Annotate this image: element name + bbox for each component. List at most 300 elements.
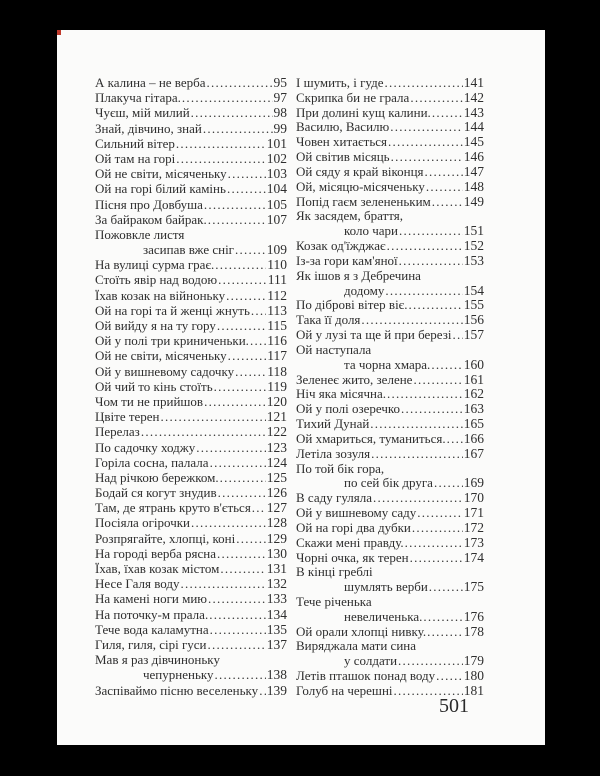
toc-entry-title: Над річкою бережком. <box>95 469 219 485</box>
toc-entry-title: Ой хмариться, туманиться. <box>296 430 446 446</box>
toc-entry-title: Скрипка би не грала <box>296 89 410 105</box>
dot-leader <box>215 668 266 682</box>
toc-entry-title-line <box>296 595 484 609</box>
toc-entry-page: 134 <box>266 606 287 622</box>
toc-entry-title-line <box>296 565 484 579</box>
toc-entry-page: 110 <box>267 257 287 273</box>
toc-entry-page: 138 <box>266 667 287 683</box>
toc-entry-page: 178 <box>463 623 484 639</box>
dot-leader <box>391 150 463 164</box>
toc-entry-title: Тихий Дунай <box>296 416 370 432</box>
toc-entry-page: 147 <box>463 163 484 179</box>
toc-entry-title-line <box>296 343 484 357</box>
toc-entry-title: В кінці греблі <box>296 564 373 580</box>
toc-entry-title: Ой у вишневому саду <box>296 505 417 521</box>
toc-entry-page: 112 <box>267 287 287 303</box>
toc-entry-page: 148 <box>463 178 484 194</box>
toc-entry <box>296 224 484 238</box>
toc-entry <box>296 432 484 446</box>
toc-entry-page: 165 <box>463 416 484 432</box>
dot-leader <box>208 213 266 227</box>
toc-entry-title: По той бік гора, <box>296 460 385 476</box>
toc-right-column <box>296 76 484 698</box>
toc-entry-title: Заспіваймо пісню веселеньку <box>95 682 259 698</box>
dot-leader <box>259 684 266 698</box>
toc-entry <box>95 638 287 652</box>
toc-entry-title: Цвіте терен <box>95 409 160 425</box>
toc-entry-page: 174 <box>463 549 484 565</box>
dot-leader <box>210 456 266 470</box>
toc-entry-page: 169 <box>463 475 484 491</box>
toc-entry <box>95 137 287 151</box>
toc-entry-title: Ой не світи, місяченьку <box>95 166 227 182</box>
toc-entry-title: Пісня про Довбуша <box>95 196 203 212</box>
toc-entry-title: Ой там на горі <box>95 150 176 166</box>
toc-entry <box>296 610 484 624</box>
toc-entry-title: Там, де ятрань круто в'ється <box>95 500 251 516</box>
dot-leader <box>361 313 462 327</box>
toc-entry-title: Знай, дівчино, знай <box>95 120 202 136</box>
toc-entry-page: 131 <box>266 561 287 576</box>
toc-entry-title: Виряджала мати сина <box>296 638 417 654</box>
toc-entry <box>296 135 484 149</box>
dot-leader <box>161 410 266 424</box>
toc-entry <box>296 76 484 90</box>
dot-leader <box>228 349 267 363</box>
toc-entry-page: 139 <box>266 682 287 698</box>
toc-entry-title: Мав я раз дівчиноньку <box>95 652 220 668</box>
toc-entry-page: 133 <box>266 591 287 607</box>
toc-entry <box>95 516 287 530</box>
dot-leader <box>385 284 462 298</box>
toc-entry-page: 129 <box>266 530 287 546</box>
dot-leader <box>452 328 462 342</box>
dot-leader <box>417 506 462 520</box>
dot-leader <box>208 638 266 652</box>
toc-entry-page: 143 <box>463 104 484 120</box>
dot-leader <box>203 122 273 136</box>
toc-entry <box>296 358 484 372</box>
toc-entry-title-continued: шумлять верби <box>344 579 428 595</box>
dot-leader <box>371 447 463 461</box>
toc-entry-title: Несе Галя воду <box>95 576 180 592</box>
dot-leader <box>176 137 266 151</box>
toc-entry <box>95 395 287 409</box>
dot-leader <box>405 536 463 550</box>
toc-entry-page: 125 <box>266 469 287 485</box>
toc-entry-title: Тече вода каламутна <box>95 621 209 637</box>
toc-entry-page: 113 <box>267 302 287 318</box>
dot-leader <box>436 669 463 683</box>
toc-entry <box>296 195 484 209</box>
toc-entry-page: 132 <box>266 576 287 592</box>
toc-entry <box>95 577 287 591</box>
toc-entry-title: Ой у вишневому садочку <box>95 363 235 379</box>
toc-entry-title: Зеленеє жито, зелене <box>296 371 413 387</box>
toc-entry-title: Плакуча гітара. <box>95 90 181 106</box>
toc-entry <box>296 239 484 253</box>
toc-entry <box>95 106 287 120</box>
toc-entry-page: 122 <box>266 424 287 440</box>
toc-entry <box>296 506 484 520</box>
dot-leader <box>413 373 462 387</box>
toc-entry-title: На вулиці сурма грає. <box>95 257 215 273</box>
toc-entry-page: 146 <box>463 149 484 165</box>
toc-entry-title-line <box>296 209 484 223</box>
toc-entry-page: 123 <box>266 439 287 455</box>
dot-leader <box>426 180 463 194</box>
toc-entry-title: Ой не світи, місяченьку <box>95 348 227 364</box>
toc-entry <box>296 447 484 461</box>
toc-entry-title: В саду гуляла <box>296 490 372 506</box>
toc-entry-title: По діброві вітер віє. <box>296 297 408 313</box>
toc-entry-page: 151 <box>463 223 484 239</box>
toc-entry-page: 111 <box>267 272 287 288</box>
dot-leader <box>410 551 463 565</box>
toc-entry <box>296 254 484 268</box>
toc-entry-title: При долині кущ калини. <box>296 104 431 120</box>
dot-leader <box>235 243 266 257</box>
toc-entry <box>95 349 287 363</box>
toc-entry-title: Чуєш, мій милий <box>95 105 190 121</box>
toc-entry-title: Скажи мені правду. <box>296 534 404 550</box>
toc-entry <box>296 180 484 194</box>
toc-entry-page: 98 <box>273 105 287 121</box>
toc-entry-title: Ой наступала <box>296 341 372 357</box>
toc-entry-page: 142 <box>463 89 484 105</box>
toc-entry <box>296 417 484 431</box>
dot-leader <box>226 289 266 303</box>
toc-entry-title-line <box>296 639 484 653</box>
toc-entry-title: Ой вийду я на ту гору <box>95 318 216 333</box>
toc-entry-title: Така її доля <box>296 312 361 328</box>
toc-entry-title: На поточку-м прала. <box>95 606 209 622</box>
dot-leader <box>191 516 266 530</box>
toc-entry <box>296 536 484 550</box>
toc-entry-title: Ніч яка місячна. <box>296 386 387 402</box>
toc-entry-page: 104 <box>266 181 287 197</box>
toc-entry-title-line <box>95 228 287 242</box>
toc-entry <box>95 380 287 394</box>
dot-leader <box>399 254 463 268</box>
toc-entry <box>95 273 287 287</box>
toc-left-column <box>95 76 287 698</box>
toc-entry-page: 167 <box>463 445 484 461</box>
dot-leader <box>412 521 463 535</box>
toc-entry-title-line <box>296 462 484 476</box>
dot-leader <box>447 432 463 446</box>
toc-entry-page: 170 <box>463 490 484 506</box>
dot-leader <box>181 577 266 591</box>
dot-leader <box>432 195 463 209</box>
toc-entry-page: 156 <box>463 312 484 328</box>
toc-entry <box>296 298 484 312</box>
toc-entry <box>95 152 287 166</box>
dot-leader <box>214 380 267 394</box>
toc-entry-title: Перелаз <box>95 424 140 440</box>
toc-entry-title: Ой у полі озеречко <box>296 401 401 417</box>
toc-entry <box>95 167 287 181</box>
toc-entry <box>95 471 287 485</box>
toc-entry-page: 97 <box>273 90 287 106</box>
toc-entry-page: 121 <box>266 409 287 425</box>
toc-entry-page: 171 <box>463 505 484 521</box>
dot-leader <box>227 182 266 196</box>
toc-entry-title: Їхав козак на війноньку <box>95 287 226 303</box>
toc-entry-title: Летіла зозуля <box>296 445 371 461</box>
toc-entry <box>95 76 287 90</box>
toc-entry-title: Із-за гори кам'яної <box>296 252 398 268</box>
toc-entry <box>95 532 287 546</box>
toc-entry <box>95 456 287 470</box>
dot-leader <box>204 198 266 212</box>
toc-entry-title: Чорні очка, як терен <box>296 549 409 565</box>
toc-entry-title: Пожовкле листя <box>95 226 185 242</box>
dot-leader <box>228 167 266 181</box>
dot-leader <box>427 625 463 639</box>
toc-entry <box>296 91 484 105</box>
toc-entry-title-continued: коло чари <box>344 223 398 239</box>
toc-entry-title: Бодай ся когут знудив <box>95 485 217 501</box>
toc-entry-title: Човен хитається <box>296 134 387 150</box>
toc-entry <box>95 198 287 212</box>
toc-entry <box>95 365 287 379</box>
toc-entry <box>95 684 287 698</box>
toc-entry <box>95 289 287 303</box>
toc-entry <box>95 410 287 424</box>
toc-entry <box>296 491 484 505</box>
toc-entry <box>296 120 484 134</box>
toc-entry <box>95 501 287 515</box>
toc-entry-title: Летів пташок понад воду <box>296 668 436 684</box>
dot-leader <box>384 76 462 90</box>
toc-entry-page: 107 <box>266 211 287 227</box>
toc-entry <box>296 402 484 416</box>
page-edge-mark <box>57 30 61 35</box>
dot-leader <box>429 580 463 594</box>
toc-entry <box>296 669 484 683</box>
toc-entry-page: 176 <box>463 608 484 624</box>
dot-leader <box>141 425 266 439</box>
toc-entry <box>95 334 287 348</box>
toc-entry <box>95 623 287 637</box>
toc-entry-page: 101 <box>266 135 287 151</box>
dot-leader <box>252 501 266 515</box>
toc-entry <box>296 654 484 668</box>
dot-leader <box>217 547 266 561</box>
dot-leader <box>387 387 463 401</box>
dot-leader <box>182 91 273 105</box>
toc-entry-page: 128 <box>266 515 287 531</box>
toc-entry-page: 115 <box>267 318 287 333</box>
toc-entry <box>95 182 287 196</box>
dot-leader <box>204 395 266 409</box>
dot-leader <box>209 608 266 622</box>
toc-entry <box>95 562 287 576</box>
dot-leader <box>251 304 266 318</box>
toc-entry <box>95 547 287 561</box>
toc-entry-title-continued: невеличенька. <box>344 608 423 624</box>
toc-entry-title-continued: та чорна хмара. <box>344 356 431 372</box>
toc-entry-title: Ой сяду я край віконця <box>296 163 424 179</box>
toc-entry-page: 135 <box>266 621 287 637</box>
toc-entry-page: 109 <box>266 242 287 258</box>
dot-leader <box>423 610 462 624</box>
dot-leader <box>207 76 273 90</box>
dot-leader <box>218 273 267 287</box>
toc-entry-title: Як засядем, браття, <box>296 208 403 224</box>
toc-entry-title: І шумить, і гуде <box>296 75 384 90</box>
toc-entry-title: Ой на горі білий камінь <box>95 181 226 197</box>
toc-entry-title: Чом ти не прийшов <box>95 393 204 409</box>
dot-leader <box>215 258 266 272</box>
toc-entry-title: Як ішов я з Дебречина <box>296 267 421 283</box>
dot-leader <box>409 298 463 312</box>
dot-leader <box>425 165 463 179</box>
toc-entry-title: А калина – не верба <box>95 75 206 90</box>
toc-entry-title: На городі верба рясна <box>95 545 216 561</box>
dot-leader <box>398 654 463 668</box>
toc-entry-page: 95 <box>273 75 287 90</box>
dot-leader <box>208 592 266 606</box>
toc-entry-title: Ой орали хлопці нивку. <box>296 623 427 639</box>
toc-entry <box>95 213 287 227</box>
toc-entry-page: 160 <box>463 356 484 372</box>
toc-entry-page: 130 <box>266 545 287 561</box>
toc-entry-title-continued: по сей бік друга <box>344 475 433 491</box>
toc-entry-page: 173 <box>463 534 484 550</box>
toc-entry-title: Ой у лузі та ще й при березі <box>296 327 452 343</box>
toc-entry-title: За байраком байрак. <box>95 211 207 227</box>
toc-entry-title: Тече річенька <box>296 593 372 609</box>
dot-leader <box>220 562 265 576</box>
toc-entry <box>296 106 484 120</box>
toc-entry-title: На камені ноги мию <box>95 591 208 607</box>
toc-entry-title: Ой, місяцю-місяченьку <box>296 178 425 194</box>
toc-entry <box>296 328 484 342</box>
toc-entry-title: Голуб на черешні <box>296 682 393 698</box>
toc-entry <box>95 592 287 606</box>
book-page <box>57 30 545 745</box>
toc-entry <box>95 486 287 500</box>
toc-entry-title: Посіяла огірочки <box>95 515 190 531</box>
toc-entry-page: 137 <box>266 636 287 652</box>
toc-entry-title: Ой світив місяць <box>296 149 390 165</box>
toc-entry-page: 153 <box>463 252 484 268</box>
toc-entry-page: 179 <box>463 653 484 669</box>
toc-entry <box>296 387 484 401</box>
toc-entry-page: 149 <box>463 193 484 209</box>
toc-entry-page: 102 <box>266 150 287 166</box>
toc-entry-title: Розпрягайте, хлопці, коні <box>95 530 236 546</box>
dot-leader <box>434 476 463 490</box>
toc-entry-page: 99 <box>273 120 287 136</box>
toc-entry <box>95 425 287 439</box>
toc-entry-title: Ой чий то кінь стоїть <box>95 378 213 394</box>
toc-entry-page: 127 <box>266 500 287 516</box>
toc-entry <box>296 150 484 164</box>
toc-entry-title-continued: чепурненьку <box>143 667 214 683</box>
toc-entry-page: 175 <box>463 579 484 595</box>
toc-entry-title: Їхав, їхав козак містом <box>95 561 220 576</box>
toc-entry-page: 154 <box>463 282 484 298</box>
toc-entry-title: Горіла сосна, палала <box>95 454 209 470</box>
toc-entry <box>95 122 287 136</box>
toc-entry <box>95 243 287 257</box>
dot-leader <box>370 417 462 431</box>
dot-leader <box>176 152 265 166</box>
dot-leader <box>387 239 463 253</box>
toc-entry-page: 118 <box>267 363 287 379</box>
toc-entry-page: 172 <box>463 519 484 535</box>
toc-entry-page: 126 <box>266 485 287 501</box>
toc-entry <box>95 668 287 682</box>
toc-entry-page: 155 <box>463 297 484 313</box>
dot-leader <box>196 441 265 455</box>
toc-entry-title: Ой у полі три криниченьки. <box>95 333 249 349</box>
toc-entry <box>296 373 484 387</box>
toc-entry <box>95 258 287 272</box>
toc-entry-title-line <box>95 653 287 667</box>
toc-entry-title-continued: засипав вже сніг <box>143 242 235 258</box>
toc-entry <box>296 521 484 535</box>
toc-entry <box>296 165 484 179</box>
dot-leader <box>235 365 266 379</box>
toc-entry-page: 180 <box>463 668 484 684</box>
dot-leader <box>410 91 462 105</box>
toc-entry-title: Стоїть явір над водою <box>95 272 218 288</box>
dot-leader <box>432 106 463 120</box>
dot-leader <box>210 623 266 637</box>
dot-leader <box>236 532 266 546</box>
dot-leader <box>218 486 266 500</box>
dot-leader <box>217 319 266 333</box>
toc-entry <box>296 625 484 639</box>
toc-entry-page: 105 <box>266 196 287 212</box>
toc-entry-title: Ой на горі та й женці жнуть <box>95 302 250 318</box>
dot-leader <box>431 358 462 372</box>
toc-entry-title-line <box>296 269 484 283</box>
dot-leader <box>220 471 266 485</box>
page-number: 501 <box>439 695 469 717</box>
toc-entry-page: 144 <box>463 119 484 135</box>
toc-entry-title: Козак од'їжджає <box>296 238 386 254</box>
toc-entry <box>296 551 484 565</box>
dot-leader <box>390 120 463 134</box>
toc-entry-title: Попід гаєм зелененьким <box>296 193 431 209</box>
toc-entry <box>95 608 287 622</box>
toc-entry <box>95 91 287 105</box>
toc-entry-page: 157 <box>463 327 484 343</box>
toc-entry-page: 152 <box>463 238 484 254</box>
toc-entry-page: 103 <box>266 166 287 182</box>
toc-entry-page: 116 <box>267 333 287 349</box>
dot-leader <box>388 135 463 149</box>
toc-entry-title-continued: додому <box>344 282 385 298</box>
toc-entry-title: По садочку ходжу <box>95 439 196 455</box>
toc-entry-page: 163 <box>463 401 484 417</box>
dot-leader <box>191 106 273 120</box>
toc-entry-page: 117 <box>267 348 287 364</box>
toc-entry-page: 141 <box>463 75 484 90</box>
toc-entry <box>296 476 484 490</box>
toc-entry-title: Сильний вітер <box>95 135 175 151</box>
toc-entry <box>296 580 484 594</box>
toc-entry-title: Гиля, гиля, сірі гуси <box>95 636 207 652</box>
toc-entry <box>296 284 484 298</box>
toc-entry-page: 119 <box>267 378 287 394</box>
toc-entry-page: 145 <box>463 134 484 150</box>
